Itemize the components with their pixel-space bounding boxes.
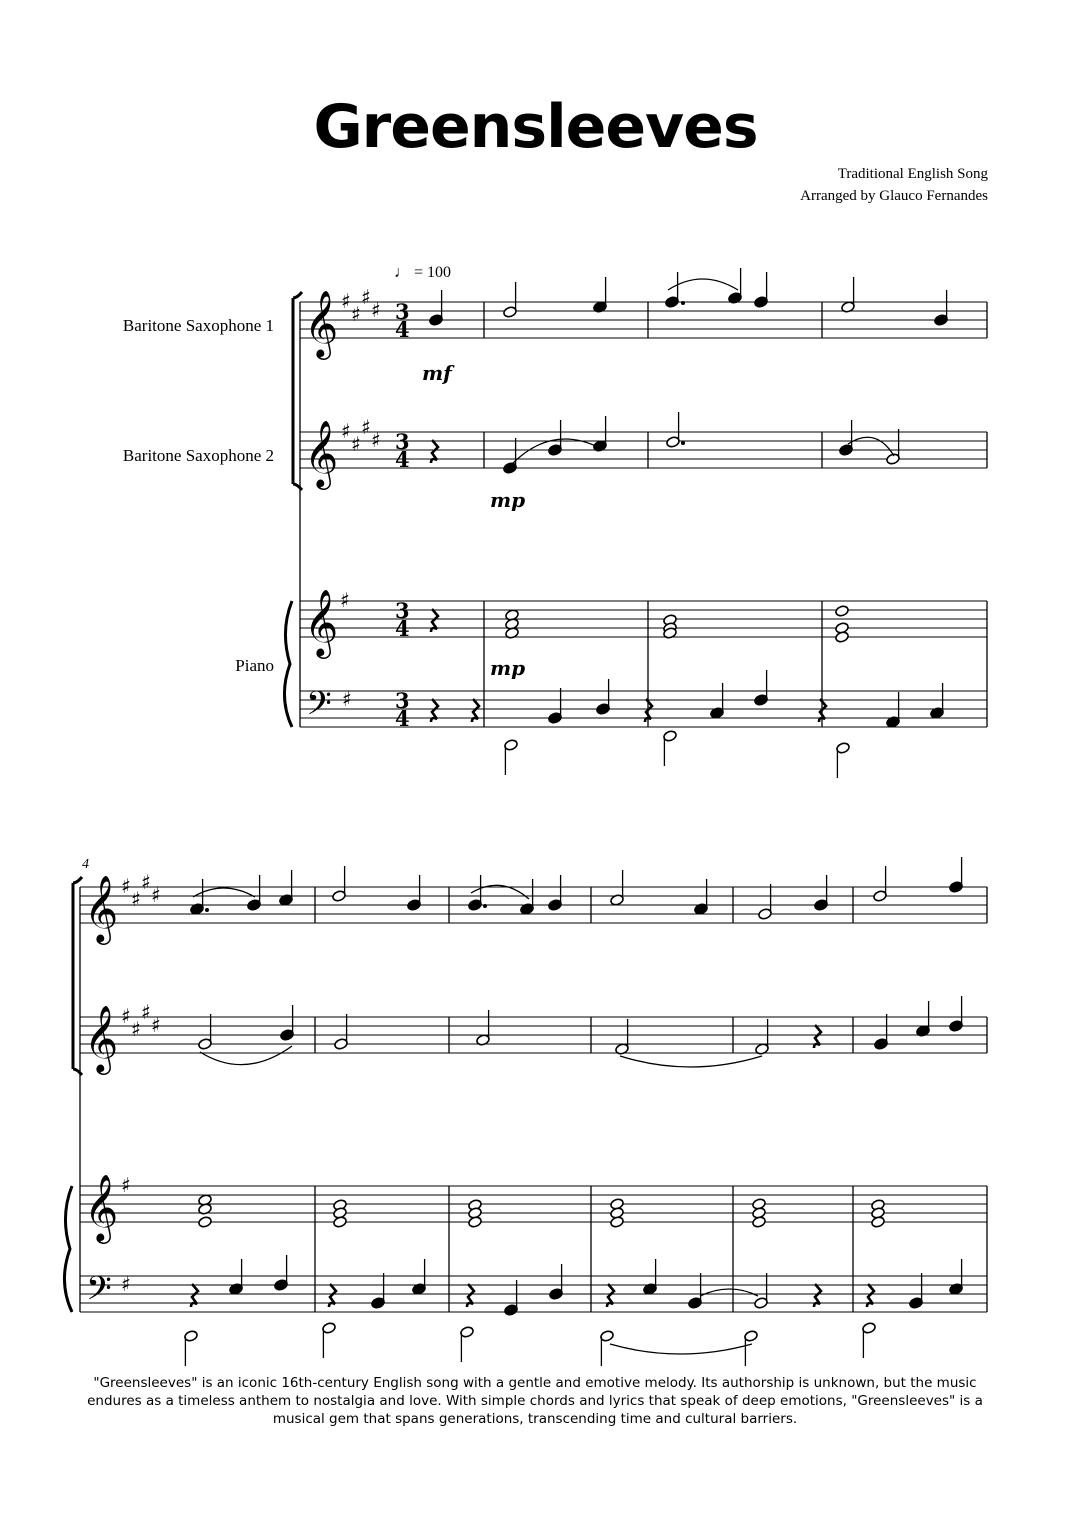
key-signature-sharps: ♯ — [131, 887, 141, 911]
quarter-rest — [431, 440, 438, 463]
key-signature-sharps: ♯ — [361, 285, 371, 309]
key-signature-sharps: ♯ — [121, 1173, 131, 1197]
key-signature-sharps: ♯ — [340, 588, 350, 612]
key-signature-sharps: ♯ — [121, 874, 131, 898]
dot — [483, 904, 487, 908]
time-signature-top: 3 — [395, 688, 410, 713]
treble-clef-icon: 𝄞 — [304, 419, 339, 487]
page-title: Greensleeves — [313, 92, 758, 162]
bass-clef-icon: 𝄢 — [306, 685, 332, 731]
key-signature-sharps: ♯ — [151, 1013, 161, 1037]
key-signature-sharps: ♯ — [151, 883, 161, 907]
footer-note: "Greensleeves" is an iconic 16th-century English song with a gentle and emotive melody. Its authorship is unknown, but the music endures as a timeless anthem to nostalgia and love. With simple chords and lyrics that speak of deep emotions, "Greensleeves" is a musical gem that spans generations, transcending time and cultural barriers. — [87, 1375, 983, 1427]
key-signature-sharps: ♯ — [141, 1000, 151, 1024]
piano-brace — [64, 1186, 72, 1312]
time-signature-bottom: 4 — [395, 616, 410, 641]
arranger: Arranged by Glauco Fernandes — [800, 188, 988, 204]
key-signature-sharps: ♯ — [131, 1017, 141, 1041]
tie — [700, 1289, 758, 1296]
key-signature-sharps: ♯ — [341, 289, 351, 313]
time-signature-bottom: 4 — [395, 317, 410, 342]
treble-clef-icon: 𝄞 — [304, 289, 339, 357]
treble-clef-icon: 𝄞 — [84, 1004, 119, 1072]
notehead — [835, 605, 850, 618]
quarter-rest — [645, 699, 652, 722]
instrument-label-bari2: Baritone Saxophone 2 — [122, 446, 274, 465]
quarter-rest — [467, 1284, 474, 1307]
instrument-label-piano: Piano — [235, 656, 274, 675]
subtitle: Traditional English Song — [837, 166, 988, 182]
dot — [681, 441, 685, 445]
quarter-rest — [814, 1284, 821, 1307]
dot — [205, 908, 209, 912]
piano-brace — [284, 601, 292, 727]
tie — [610, 1344, 752, 1354]
quarter-rest — [431, 609, 438, 632]
time-signature-top: 3 — [395, 429, 410, 454]
quarter-rest — [867, 1284, 874, 1307]
tie — [620, 1056, 762, 1067]
instrument-label-bari1: Baritone Saxophone 1 — [122, 316, 274, 335]
slur — [848, 437, 894, 456]
notehead — [871, 1216, 886, 1229]
treble-clef-icon: 𝄞 — [84, 874, 119, 942]
treble-clef-icon: 𝄞 — [304, 588, 339, 656]
dot — [681, 301, 685, 305]
quarter-rest — [814, 1025, 821, 1048]
notehead — [333, 1216, 348, 1229]
notehead — [468, 1216, 483, 1229]
notehead — [198, 1216, 213, 1229]
treble-clef-icon: 𝄞 — [84, 1173, 119, 1241]
key-signature-sharps: ♯ — [351, 302, 361, 326]
bass-clef-icon: 𝄢 — [86, 1270, 112, 1316]
notehead — [835, 631, 850, 644]
key-signature-sharps: ♯ — [121, 1004, 131, 1028]
notehead — [752, 1216, 767, 1229]
key-signature-sharps: ♯ — [361, 415, 371, 439]
time-signature-top: 3 — [395, 299, 410, 324]
slur — [668, 279, 738, 290]
tie — [200, 1046, 292, 1065]
quarter-rest — [431, 699, 438, 722]
key-signature-sharps: ♯ — [341, 419, 351, 443]
dynamic-bari1: mf — [422, 361, 452, 385]
tempo-marking: ♩ = 100 — [394, 264, 452, 281]
notehead — [610, 1216, 625, 1229]
key-signature-sharps: ♯ — [371, 428, 381, 452]
time-signature-top: 3 — [395, 598, 410, 623]
time-signature-bottom: 4 — [395, 447, 410, 472]
quarter-rest — [329, 1284, 336, 1307]
key-signature-sharps: ♯ — [342, 687, 352, 711]
quarter-rest — [607, 1284, 614, 1307]
measure-number: 4 — [82, 857, 89, 872]
dynamic-piano: mp — [490, 656, 526, 680]
quarter-rest — [191, 1284, 198, 1307]
dynamic-bari2: mp — [490, 488, 526, 512]
key-signature-sharps: ♯ — [121, 1272, 131, 1296]
key-signature-sharps: ♯ — [351, 432, 361, 456]
quarter-rest — [819, 699, 826, 722]
key-signature-sharps: ♯ — [371, 298, 381, 322]
time-signature-bottom: 4 — [395, 706, 410, 731]
quarter-rest — [472, 699, 479, 722]
key-signature-sharps: ♯ — [141, 870, 151, 894]
